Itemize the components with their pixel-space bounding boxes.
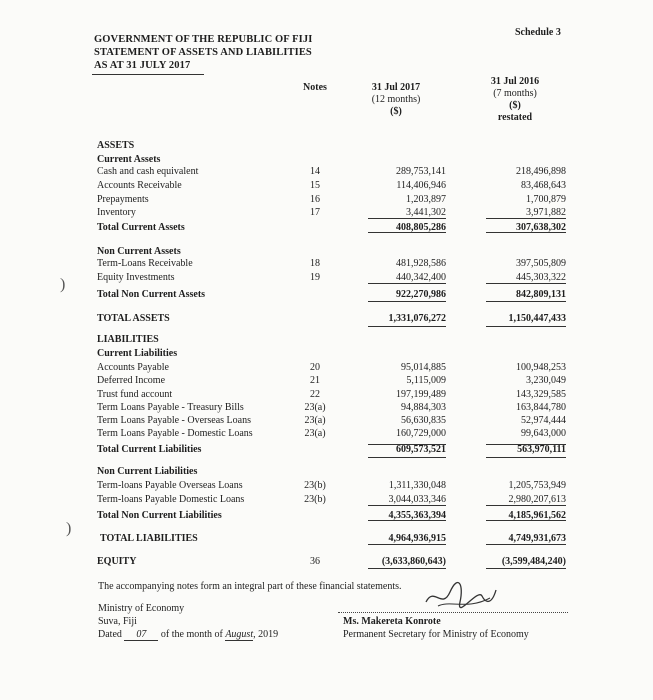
row-value-2017: 4,355,363,394	[388, 510, 446, 521]
row-label: Total Non Current Liabilities	[97, 510, 222, 521]
row-label: Term-loans Payable Domestic Loans	[97, 494, 245, 505]
row-label: Accounts Receivable	[97, 180, 182, 191]
row-value-2016: (3,599,484,240)	[501, 556, 566, 567]
col-2016-header: 31 Jul 2016 (7 months) ($) restated	[490, 76, 540, 123]
row-label: ASSETS	[97, 140, 135, 151]
row-value-2017: 114,406,946	[396, 180, 446, 191]
rule-total-liab	[368, 544, 446, 545]
row-value-2016: 842,809,131	[516, 289, 566, 300]
row-note: 23(a)	[304, 428, 326, 439]
rule-equity	[368, 568, 446, 569]
row-label: Current Assets	[97, 154, 161, 165]
dated-month: August	[225, 629, 254, 640]
rule-current-assets-top	[368, 218, 446, 219]
row-note: 15	[310, 180, 320, 191]
dated-line: Dated 07 of the month of August, 2019	[98, 629, 279, 640]
title-line-3: AS AT 31 JULY 2017	[94, 60, 191, 71]
row-label: Term Loans Payable - Overseas Loans	[97, 415, 251, 426]
row-value-2017: 609,573,521	[396, 444, 446, 455]
row-note: 21	[310, 375, 320, 386]
rule-noncurrent-assets-bottom-2016	[486, 301, 566, 302]
row-note: 16	[310, 194, 320, 205]
row-value-2016: 143,329,585	[516, 389, 566, 400]
row-note: 23(b)	[304, 480, 326, 491]
rule-noncurrent-liab-2016	[486, 505, 566, 506]
signature	[420, 580, 500, 614]
schedule-label: Schedule 3	[515, 27, 561, 38]
rule-current-liab-bottom	[368, 457, 446, 458]
rule-noncurrent-assets-2016	[486, 283, 566, 284]
rule-current-assets-top-2016	[486, 218, 566, 219]
row-value-2017: 440,342,400	[396, 272, 446, 283]
row-value-2016: 307,638,302	[516, 222, 566, 233]
row-label: LIABILITIES	[97, 334, 159, 345]
rule-equity-2016	[486, 568, 566, 569]
row-note: 19	[310, 272, 320, 283]
row-value-2017: 94,884,303	[401, 402, 446, 413]
row-label: Non Current Assets	[97, 246, 181, 257]
rule-total-assets-2016	[486, 326, 566, 327]
row-value-2016: 3,971,882	[526, 207, 566, 218]
row-note: 36	[310, 556, 320, 567]
row-label: Term Loans Payable - Treasury Bills	[97, 402, 244, 413]
row-note: 23(a)	[304, 402, 326, 413]
row-label: Accounts Payable	[97, 362, 169, 373]
row-note: 18	[310, 258, 320, 269]
row-value-2016: 2,980,207,613	[508, 494, 566, 505]
title-line-1: GOVERNMENT OF THE REPUBLIC OF FIJI	[94, 34, 313, 45]
location: Suva, Fiji	[98, 616, 137, 627]
row-label: Total Current Assets	[97, 222, 185, 233]
rule-current-liab-bottom-2016	[486, 457, 566, 458]
binding-mark-1: )	[60, 276, 66, 293]
title-underline	[92, 74, 204, 75]
row-label: Total Current Liabilities	[97, 444, 202, 455]
ministry-name: Ministry of Economy	[98, 603, 185, 614]
row-value-2017: 289,753,141	[396, 166, 446, 177]
row-value-2016: 4,185,961,562	[508, 510, 566, 521]
row-label: Deferred Income	[97, 375, 166, 386]
row-value-2017: 1,331,076,272	[388, 313, 446, 324]
rule-current-liab	[368, 444, 446, 445]
row-value-2017: 481,928,586	[396, 258, 446, 269]
binding-mark-2: )	[66, 520, 72, 537]
row-note: 22	[310, 389, 320, 400]
row-label: Cash and cash equivalent	[97, 166, 199, 177]
signature-line	[338, 612, 568, 613]
row-label: Term-loans Payable Overseas Loans	[97, 480, 243, 491]
row-label: Total Non Current Assets	[97, 289, 206, 300]
row-value-2017: 922,270,986	[396, 289, 446, 300]
row-value-2016: 163,844,780	[516, 402, 566, 413]
rule-current-assets-bottom	[368, 232, 446, 233]
row-label: TOTAL LIABILITIES	[100, 533, 198, 544]
rule-noncurrent-liab	[368, 505, 446, 506]
row-label: Prepayments	[97, 194, 149, 205]
row-note: 20	[310, 362, 320, 373]
row-note: 14	[310, 166, 320, 177]
row-value-2017: 1,311,330,048	[388, 480, 446, 491]
row-value-2016: 563,970,111	[517, 444, 566, 455]
dated-day: 07	[124, 629, 158, 641]
rule-noncurrent-liab-bottom	[368, 520, 446, 521]
signatory-title: Permanent Secretary for Ministry of Economy	[343, 629, 529, 640]
rule-total-assets	[368, 326, 446, 327]
row-label: Term-Loans Receivable	[97, 258, 193, 269]
row-label: Current Liabilities	[97, 348, 178, 359]
row-note: 23(b)	[304, 494, 326, 505]
row-value-2016: 1,700,879	[526, 194, 566, 205]
row-value-2017: 95,014,885	[401, 362, 446, 373]
row-label: Non Current Liabilities	[97, 466, 198, 477]
row-value-2017: 5,115,009	[406, 375, 446, 386]
row-label: Trust fund account	[97, 389, 173, 400]
row-value-2016: 3,230,049	[526, 375, 566, 386]
row-label: Equity Investments	[97, 272, 175, 283]
row-note: 23(a)	[304, 415, 326, 426]
notes-header: Notes	[303, 82, 327, 93]
row-value-2016: 445,303,322	[516, 272, 566, 283]
rule-current-assets-bottom-2016	[486, 232, 566, 233]
row-note: 17	[310, 207, 320, 218]
title-line-2: STATEMENT OF ASSETS AND LIABILITIES	[94, 47, 312, 58]
row-value-2016: 1,205,753,949	[508, 480, 566, 491]
col-2017-header: 31 Jul 2017 (12 months) ($)	[371, 82, 421, 117]
row-label: Inventory	[97, 207, 136, 218]
row-label: TOTAL ASSETS	[97, 313, 170, 324]
row-value-2017: 56,630,835	[401, 415, 446, 426]
row-value-2017: (3,633,860,643)	[381, 556, 446, 567]
row-value-2016: 397,505,809	[516, 258, 566, 269]
row-value-2016: 83,468,643	[521, 180, 566, 191]
row-value-2016: 1,150,447,433	[508, 313, 566, 324]
rule-current-liab-2016	[486, 444, 566, 445]
row-value-2016: 4,749,931,673	[508, 533, 566, 544]
rule-noncurrent-assets-bottom	[368, 301, 446, 302]
rule-noncurrent-assets	[368, 283, 446, 284]
row-value-2017: 3,044,033,346	[388, 494, 446, 505]
row-value-2016: 99,643,000	[521, 428, 566, 439]
row-value-2017: 4,964,936,915	[388, 533, 446, 544]
row-label: Term Loans Payable - Domestic Loans	[97, 428, 253, 439]
row-value-2017: 408,805,286	[396, 222, 446, 233]
row-value-2017: 197,199,489	[396, 389, 446, 400]
rule-total-liab-2016	[486, 544, 566, 545]
row-value-2016: 100,948,253	[516, 362, 566, 373]
row-label: EQUITY	[97, 556, 137, 567]
accompanying-notes: The accompanying notes form an integral part of these financial statements.	[98, 581, 402, 592]
signatory-name: Ms. Makereta Konrote	[343, 616, 441, 627]
row-value-2017: 1,203,897	[406, 194, 446, 205]
row-value-2016: 218,496,898	[516, 166, 566, 177]
row-value-2017: 3,441,302	[406, 207, 446, 218]
row-value-2017: 160,729,000	[396, 428, 446, 439]
row-value-2016: 52,974,444	[521, 415, 566, 426]
rule-noncurrent-liab-bottom-2016	[486, 520, 566, 521]
